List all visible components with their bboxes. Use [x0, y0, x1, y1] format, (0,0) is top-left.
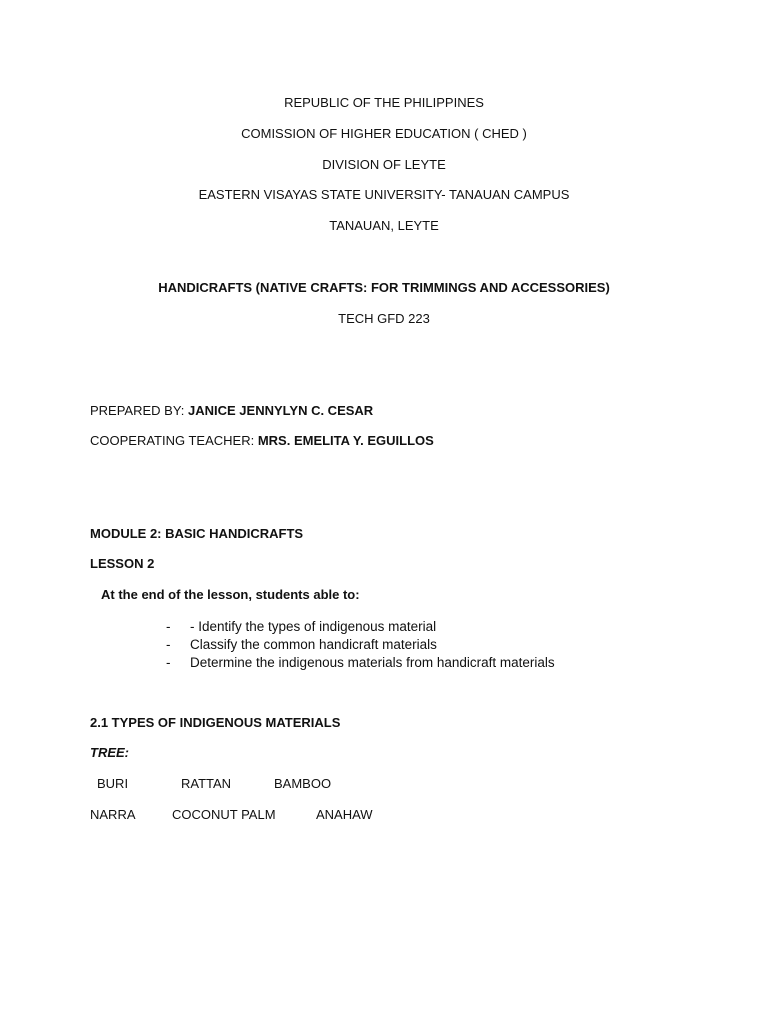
course-code: TECH GFD 223 — [338, 311, 430, 326]
cooperating-teacher — [90, 433, 434, 449]
section-title: 2.1 TYPES OF INDIGENOUS MATERIALS — [90, 715, 341, 730]
objective-item — [166, 654, 555, 672]
material-anahaw: ANAHAW — [316, 807, 373, 822]
lesson-intro: At the end of the lesson, students able to: — [101, 587, 360, 602]
objective-text: Classify the common handicraft materials — [190, 637, 437, 652]
bullet-dash: - — [166, 619, 171, 634]
teacher-label: COOPERATING TEACHER: — [90, 433, 258, 448]
bullet-dash: - — [166, 637, 171, 652]
objective-item — [166, 618, 555, 636]
objectives-list — [166, 618, 555, 672]
material-buri: BURI — [97, 776, 129, 791]
material-bamboo: BAMBOO — [274, 776, 332, 791]
header-university: EASTERN VISAYAS STATE UNIVERSITY- TANAUAN CAMPUS — [198, 187, 570, 202]
header-republic: REPUBLIC OF THE PHILIPPINES — [284, 95, 484, 110]
lesson-title: LESSON 2 — [90, 556, 155, 571]
bullet-dash: - — [166, 655, 171, 670]
section-subheading: TREE: — [90, 745, 129, 760]
objective-item — [166, 636, 555, 654]
prepared-by-label: PREPARED BY: — [90, 403, 189, 418]
objective-text: - Identify the types of indigenous material — [190, 619, 437, 634]
prepared-by-name: JANICE JENNYLYN C. CESAR — [188, 403, 374, 418]
header-commission: COMISSION OF HIGHER EDUCATION ( CHED ) — [241, 126, 527, 141]
module-title: MODULE 2: BASIC HANDICRAFTS — [90, 526, 304, 541]
objective-text: Determine the indigenous materials from handicraft materials — [190, 655, 555, 670]
material-coconut-palm: COCONUT PALM — [172, 807, 276, 822]
header-location: TANAUAN, LEYTE — [329, 218, 439, 233]
material-rattan: RATTAN — [181, 776, 232, 791]
teacher-name: MRS. EMELITA Y. EGUILLOS — [257, 433, 434, 448]
prepared-by — [90, 403, 373, 419]
material-narra: NARRA — [90, 807, 136, 822]
course-title: HANDICRAFTS (NATIVE CRAFTS: FOR TRIMMINGS AND ACCESSORIES) — [158, 280, 610, 295]
header-division: DIVISION OF LEYTE — [322, 157, 446, 172]
